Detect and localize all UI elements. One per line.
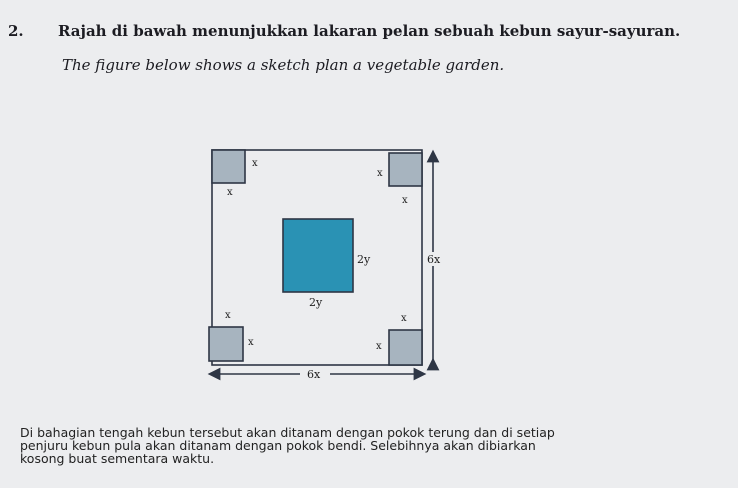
- label-center-bottom: 2y: [309, 296, 323, 309]
- label-bottom-right-x-above: x: [401, 313, 407, 324]
- label-width: 6x: [307, 368, 321, 381]
- question-text-malay: Rajah di bawah menunjukkan lakaran pelan sebuah kebun sayur-sayuran.: [58, 22, 681, 40]
- center-square: [283, 219, 353, 292]
- label-bottom-right-x-left: x: [376, 341, 382, 352]
- corner-square-top-left: [212, 150, 245, 183]
- paragraph-line-3: kosong buat sementara waktu.: [20, 451, 215, 466]
- label-top-left-x-below: x: [227, 187, 233, 198]
- label-center-side: 2y: [357, 253, 371, 266]
- label-bottom-left-x-right: x: [248, 337, 254, 348]
- paragraph-line-1: Di bahagian tengah kebun tersebut akan ditanam dengan pokok terung dan di setiap: [20, 425, 555, 440]
- description-paragraph: [20, 426, 720, 465]
- label-top-left-x-right: x: [252, 158, 258, 169]
- label-height: 6x: [427, 253, 441, 266]
- label-bottom-left-x-above: x: [225, 310, 231, 321]
- label-top-right-x-left: x: [377, 168, 383, 179]
- corner-square-bottom-right: [389, 330, 422, 365]
- corner-square-bottom-left: [209, 327, 243, 361]
- label-top-right-x-below: x: [402, 195, 408, 206]
- corner-square-top-right: [389, 153, 422, 186]
- question-text-english: The figure below shows a sketch plan a vegetable garden.: [62, 56, 505, 74]
- question-number: 2.: [8, 22, 24, 40]
- paragraph-line-2: penjuru kebun pula akan ditanam dengan pokok bendi. Selebihnya akan dibiarkan: [20, 438, 536, 453]
